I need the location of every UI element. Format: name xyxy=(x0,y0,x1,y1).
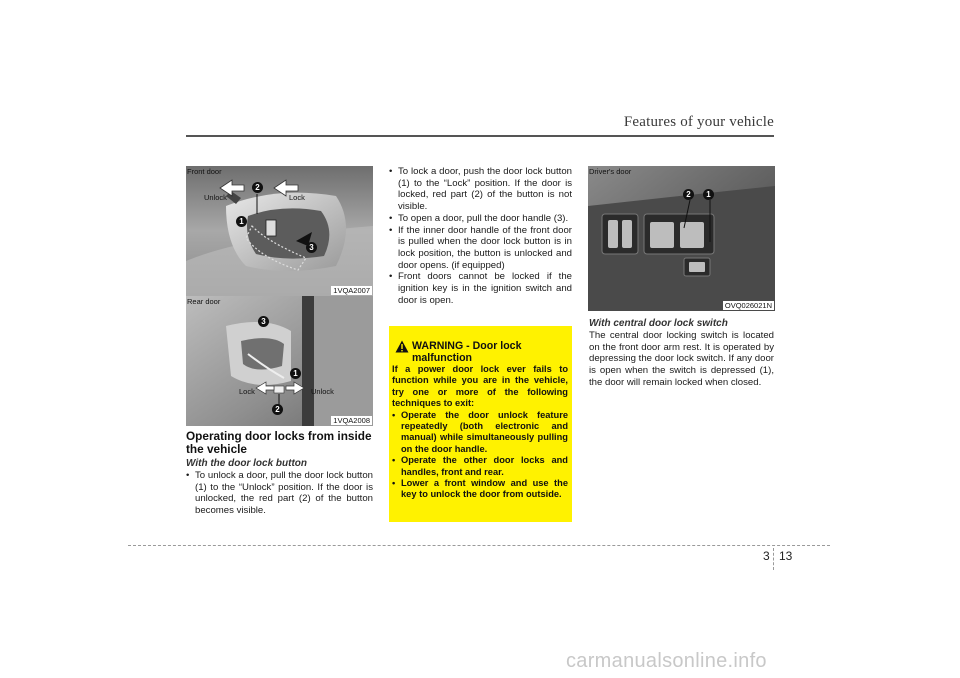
marker-3-rear: 3 xyxy=(258,316,269,327)
marker-1-driver: 1 xyxy=(703,189,714,200)
warning-title: WARNING - Door lock malfunction xyxy=(412,340,522,364)
drivers-door-photo xyxy=(588,166,775,311)
bullet-inner-handle: • If the inner door handle of the front door is pulled when the door lock button is in lock position, the button is unlocked and door opens. (if equipped) xyxy=(389,225,572,272)
page-number: 13 xyxy=(779,549,793,563)
rear-lock-label: Lock xyxy=(239,387,255,396)
chapter-number: 3 xyxy=(763,549,770,563)
front-door-caption: Front door xyxy=(187,167,222,176)
front-unlock-label: Unlock xyxy=(204,193,227,202)
left-column xyxy=(186,430,373,517)
marker-3-front: 3 xyxy=(306,242,317,253)
marker-1-front: 1 xyxy=(236,216,247,227)
marker-2-driver: 2 xyxy=(683,189,694,200)
front-door-photo xyxy=(186,166,373,296)
warning-icon xyxy=(395,340,409,353)
header-rule xyxy=(186,135,774,137)
footer-rule xyxy=(128,545,830,546)
running-header: Features of your vehicle xyxy=(623,114,774,130)
bullet-front-doors: • Front doors cannot be locked if the ignition key is in the ignition switch and door is open. xyxy=(389,271,572,306)
page-number-separator xyxy=(773,548,774,570)
middle-column xyxy=(389,166,572,306)
bullet-lock: • To lock a door, push the door lock button (1) to the “Lock” position. If the door is locked, red part (2) of the button is not visible. xyxy=(389,166,572,213)
marker-2-front: 2 xyxy=(252,182,263,193)
section-subheading: With the door lock button xyxy=(186,458,308,469)
warning-item-2: • Operate the other door locks and handles, front and rear. xyxy=(392,455,568,478)
rear-door-code: 1VQA2008 xyxy=(333,416,370,425)
front-door-illustration xyxy=(186,166,373,296)
warning-item-3: • Lower a front window and use the key to unlock the door from outside. xyxy=(392,478,568,501)
rear-door-caption: Rear door xyxy=(187,297,221,306)
rear-door-photo xyxy=(186,296,373,426)
drivers-door-caption: Driver's door xyxy=(589,167,632,176)
watermark: carmanualsonline.info xyxy=(566,650,767,672)
central-subheading: With central door lock switch xyxy=(589,318,728,329)
warning-intro: If a power door lock ever fails to function while you are in the vehicle, try one or more of the following techniques to exit: xyxy=(392,364,568,409)
section-heading: Operating door locks from inside the vehicle xyxy=(186,429,372,456)
bullet-open: • To open a door, pull the door handle (3). xyxy=(389,213,572,225)
warning-item-1: • Operate the door unlock feature repeatedly (both electronic and manual) while simultaneously pulling on the door handle. xyxy=(392,410,568,456)
front-door-code: 1VQA2007 xyxy=(333,286,370,295)
drivers-door-illustration xyxy=(588,166,775,311)
warning-body xyxy=(392,364,568,501)
front-lock-label: Lock xyxy=(289,193,305,202)
rear-unlock-label: Unlock xyxy=(311,387,334,396)
marker-2-rear: 2 xyxy=(272,404,283,415)
right-column xyxy=(589,318,774,389)
central-body: The central door locking switch is located on the front door arm rest. It is operated by depressing the door lock switch. If any door is open when the switch is depressed (1), the door will remain locked when closed. xyxy=(589,330,774,388)
marker-1-rear: 1 xyxy=(290,368,301,379)
bullet-unlock: • To unlock a door, pull the door lock button (1) to the “Unlock” position. If the door is unlocked, the red part (2) of the button becomes visible. xyxy=(186,470,373,517)
drivers-door-code: OVQ026021N xyxy=(724,301,772,310)
